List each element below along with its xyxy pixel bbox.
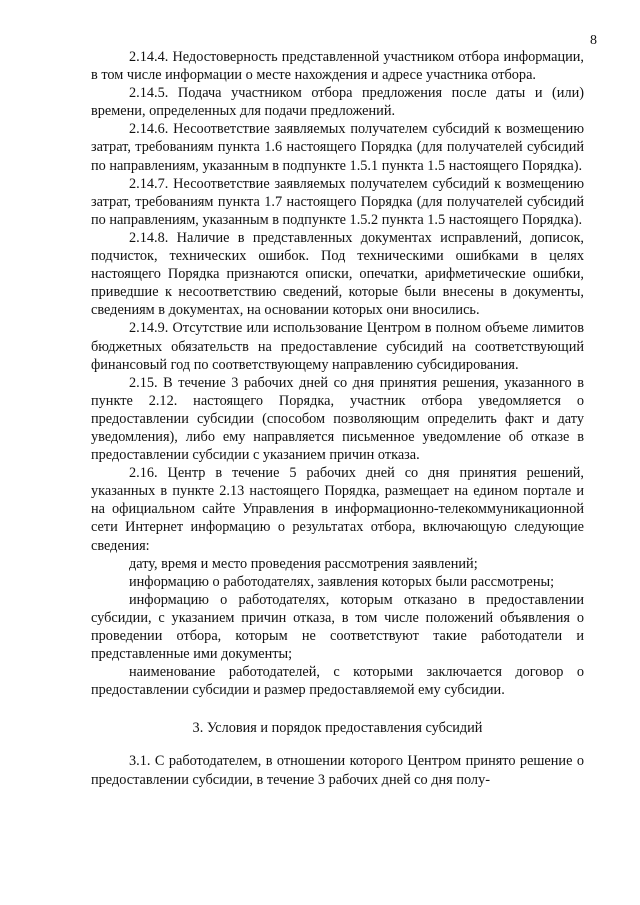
list-item-date-time: дату, время и место проведения рассмотрения заявлений; [129,555,478,572]
section-heading: 3. Условия и порядок предоставления субсидий [192,720,483,737]
paragraph-2-14-9: 2.14.9. Отсутствие или использование Центром в полном объеме лимитов бюджетных обязательств на предоставление субсидий на соответствующий финансовый год по соответствующему направлению субсидирования. [91,320,584,373]
document-body [91,48,584,789]
list-item-reviewed-employers: информацию о работодателях, заявления которых были рассмотрены; [129,573,555,590]
list-item-contract-employers: наименование работодателей, с которыми заключается договор о предоставлении субсидии и размер предоставляемой ему субсидии. [91,664,584,699]
list-item-refused-employers: информацию о работодателях, которым отказано в предоставлении субсидии, с указанием причин отказа, в том числе положений объявления о проведении отбора, которым не соответствуют такие работодатели и представленные ими документы; [91,591,584,663]
paragraph-3-1: 3.1. С работодателем, в отношении которого Центром принято решение о предоставлении субсидии, в течение 3 рабочих дней со дня полу- [91,753,584,788]
paragraph-2-14-5: 2.14.5. Подача участником отбора предложения после даты и (или) времени, определенных для подачи предложений. [91,85,584,120]
paragraph-2-14-4: 2.14.4. Недостоверность представленной участником отбора информации, в том числе информации о месте нахождения и адресе участника отбора. [91,49,584,84]
paragraph-2-14-7: 2.14.7. Несоответствие заявляемых получателем субсидий к возмещению затрат, требованиям пункта 1.7 настоящего Порядка (для получателей субсидий по направлениям, указанным в подпункте 1.5.2 пункта 1.5 настоящего Порядка). [91,175,584,228]
paragraph-2-15: 2.15. В течение 3 рабочих дней со дня принятия решения, указанного в пункте 2.12. настоящего Порядка, участник отбора уведомляется о предоставлении субсидии (способом позволяющим определить факт и дату уведомления), либо ему направляется письменное уведомление об отказе в предоставлении субсидии с указанием причин отказа. [91,374,584,464]
page-number: 8 [590,33,597,48]
paragraph-2-14-6: 2.14.6. Несоответствие заявляемых получателем субсидий к возмещению затрат, требованиям пункта 1.6 настоящего Порядка (для получателей субсидий по направлениям, указанным в подпункте 1.5.1 пункта 1.5 настоящего Порядка). [91,121,584,174]
paragraph-2-16: 2.16. Центр в течение 5 рабочих дней со дня принятия решений, указанных в пункте 2.13 настоящего Порядка, размещает на едином портале и на официальном сайте Управления в информационно-телекоммуникационной сети Интернет информацию о результатах отбора, включающую следующие сведения: [91,465,584,554]
paragraph-2-14-8: 2.14.8. Наличие в представленных документах исправлений, дописок, подчисток, технических ошибок. Под техническими ошибками в целях настоящего Порядка признаются описки, опечатки, арифметические ошибки, приведшие к несоответствию сведений, которые были внесены в документы, сведениям в документах, на основании которых они вносились. [91,229,584,319]
